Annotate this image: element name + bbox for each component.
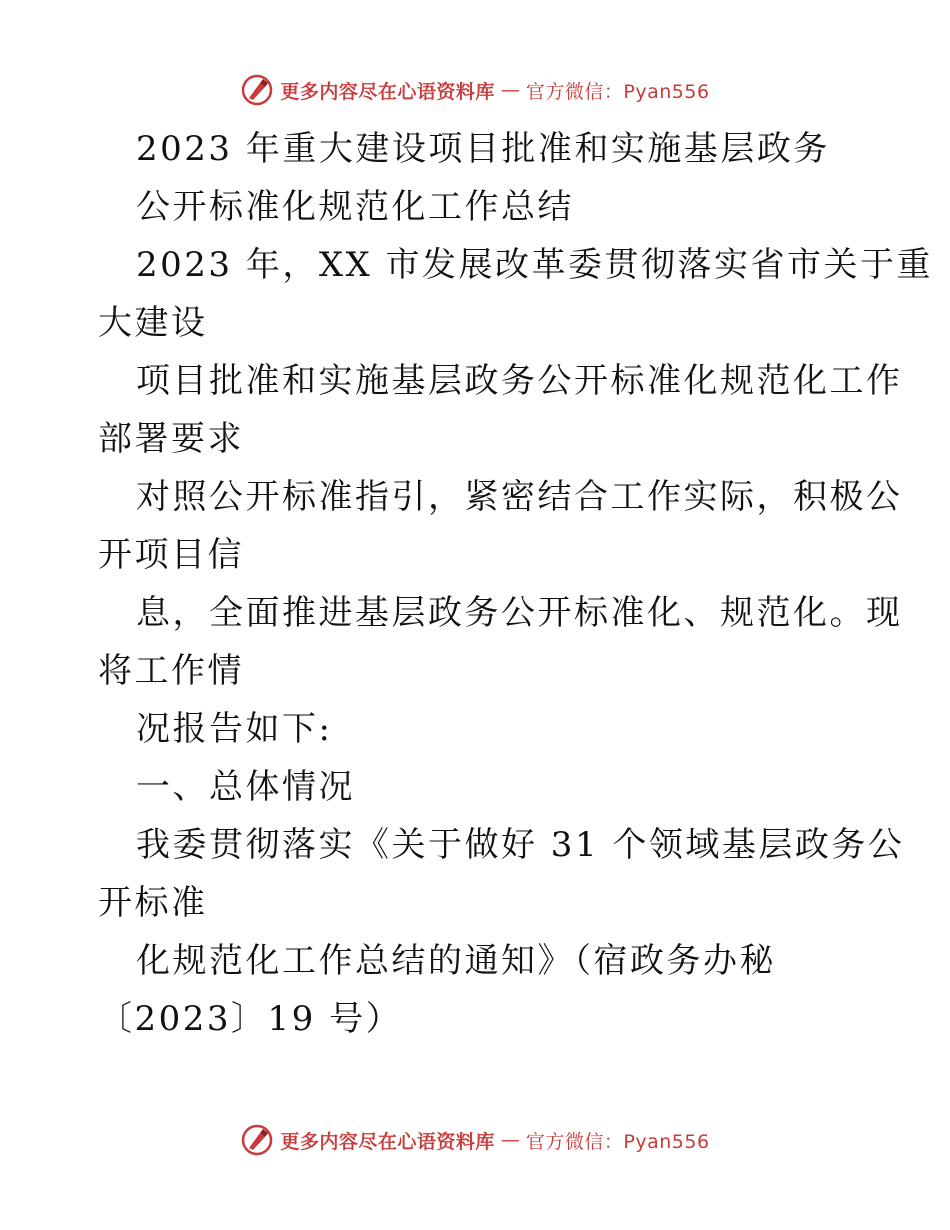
document-line: 大建设 xyxy=(98,303,208,343)
document-line: 2023 年，XX 市发展改革委贯彻落实省市关于重 xyxy=(136,245,934,285)
pen-nib-logo-icon xyxy=(240,1123,274,1157)
document-line: 对照公开标准指引，紧密结合工作实际，积极公 xyxy=(136,477,903,517)
document-line: 2023 年重大建设项目批准和实施基层政务 xyxy=(136,129,830,169)
watermark-text: 更多内容尽在心语资料库 xyxy=(280,1130,495,1153)
document-line: 化规范化工作总结的通知》（宿政务办秘 xyxy=(136,941,776,981)
document-line: 开项目信 xyxy=(98,535,244,575)
document-line: 部署要求 xyxy=(98,419,244,459)
document-line: 况报告如下: xyxy=(136,709,333,749)
watermark-footer xyxy=(0,1120,950,1160)
watermark-header xyxy=(0,70,950,110)
watermark-contact: 官方微信：Pyan556 xyxy=(525,80,710,103)
document-line: 项目批准和实施基层政务公开标准化规范化工作 xyxy=(136,361,903,401)
document-line: 我委贯彻落实《关于做好 31 个领域基层政务公 xyxy=(136,825,905,865)
document-line: 公开标准化规范化工作总结 xyxy=(136,187,574,227)
watermark-separator: — xyxy=(500,1129,520,1151)
document-line: 息，全面推进基层政务公开标准化、规范化。现 xyxy=(136,593,903,633)
watermark-contact: 官方微信：Pyan556 xyxy=(525,1130,710,1153)
pen-nib-logo-icon xyxy=(240,73,274,107)
document-body xyxy=(98,120,934,1048)
section-heading: 一、总体情况 xyxy=(136,767,355,807)
document-line: 〔2023〕19 号） xyxy=(98,999,403,1039)
document-line: 将工作情 xyxy=(98,651,244,691)
watermark-text: 更多内容尽在心语资料库 xyxy=(280,80,495,103)
document-line: 开标准 xyxy=(98,883,208,923)
watermark-separator: — xyxy=(500,79,520,101)
